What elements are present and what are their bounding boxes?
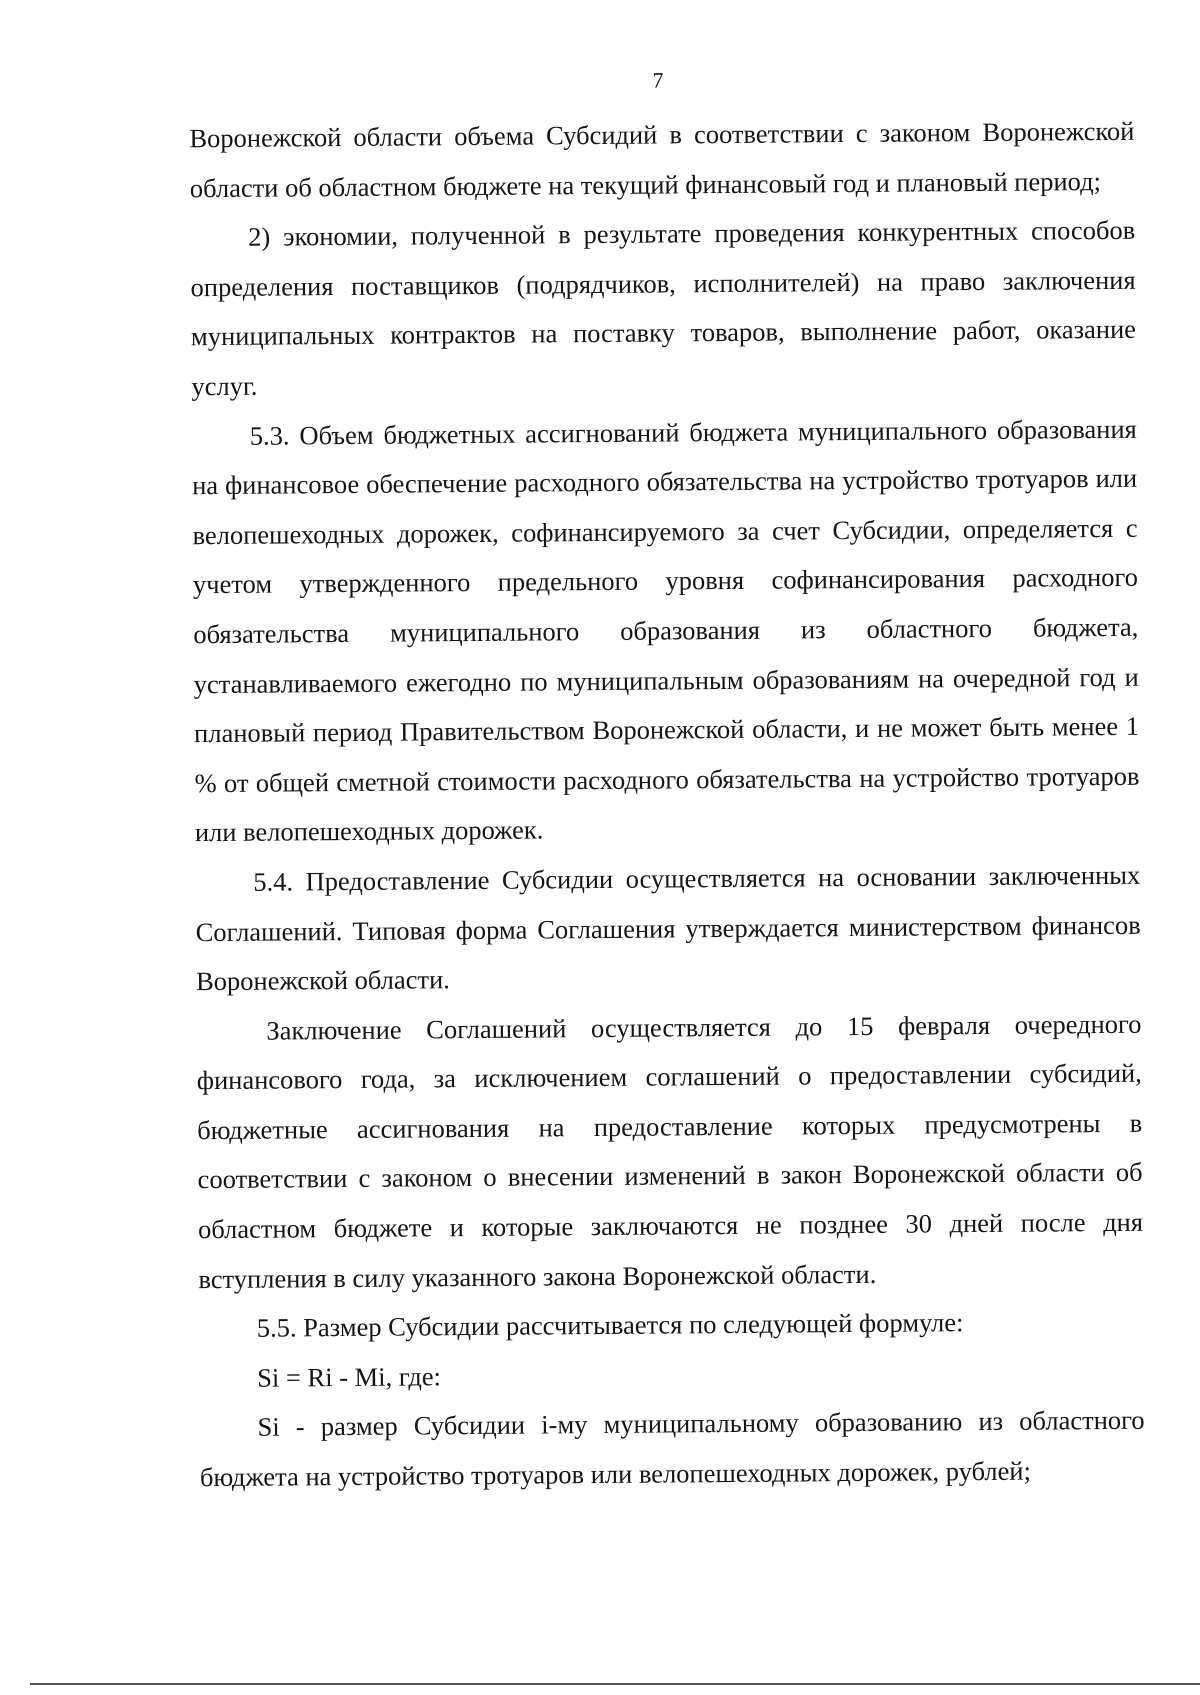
paragraph-si-definition: Si - размер Субсидии i-му муниципальному образованию из областного бюджета на устройство тротуаров или велопешеходных дорожек, рублей; (199, 1405, 1145, 1493)
paragraph-agreements-deadline: Заключение Соглашений осуществляется до 15 февраля очередного финансового года, за исключением соглашений о предоставлении субсидий, бюджетные ассигнования на предоставление которых предусмотрены в соответствии с законом о внесении изменений в закон Воронежской области об областном бюджете и которые заключаются не позднее 30 дней после дня вступления в силу указанного закона Воронежской области. (196, 1008, 1144, 1294)
paragraph-section-5-4: 5.4. Предоставление Субсидии осуществляется на основании заключенных Соглашений. Типовая форма Соглашения утверждается министерством финансов Воронежской области. (195, 859, 1141, 997)
paragraph-section-5-3: 5.3. Объем бюджетных ассигнований бюджета муниципального образования на финансовое обеспечение расходного обязательства на устройство тротуаров или велопешеходных дорожек, софинансируемого за счет Субсидии, определяется с учетом утвержденного предельного уровня софинансирования расходного обязательства муниципального образования из областного бюджета, устанавливаемого ежегодно по муниципальным образованиям на очередной год и плановый период Правительством Воронежской области, и не может быть менее 1 % от общей сметной стоимости расходного обязательства на устройство тротуаров или велопешеходных дорожек. (192, 413, 1140, 848)
paragraph-section-5-5: 5.5. Размер Субсидии рассчитывается по следующей формуле: (256, 1307, 964, 1343)
bottom-scan-edge (30, 1683, 1200, 1685)
formula-line: Si = Ri - Mi, где: (257, 1361, 442, 1393)
page-number: 7 (652, 67, 664, 93)
paragraph-budget-law-continuation: Воронежской области объема Субсидий в соответствии с законом Воронежской области об областном бюджете на текущий финансовый год и плановый период; (189, 115, 1135, 203)
document-body (189, 107, 1145, 1503)
paragraph-savings-item-2: 2) экономии, полученной в результате проведения конкурентных способов определения поставщиков (подрядчиков, исполнителей) на право заключения муниципальных контрактов на поставку товаров, выполнение работ, оказание услуг. (190, 214, 1137, 402)
